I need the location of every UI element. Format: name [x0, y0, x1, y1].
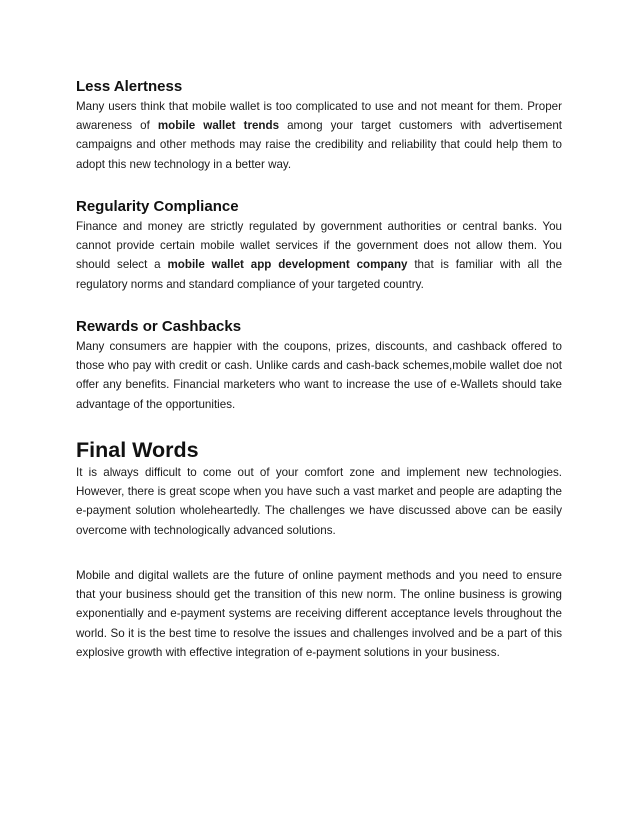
section-heading-regularity-compliance: Regularity Compliance — [76, 198, 239, 215]
section-heading-rewards-cashbacks: Rewards or Cashbacks — [76, 318, 242, 335]
paragraph-text: Many users think that mobile wallet is too complicated to use and not meant for them. Proper awareness of — [76, 100, 562, 133]
paragraph-text: among your target customers with advertisement campaigns and other methods may raise the credibility and reliability that could help them to adopt this new technology in a better way. — [76, 119, 562, 171]
bold-link-text: mobile wallet trends — [157, 119, 280, 133]
section-paragraph-final-words-2: Mobile and digital wallets are the future of online payment methods and you need to ensure that your business should get the transition of this new norm. The online business is growing exponentially and e-payment systems are receiving different acceptance levels throughout the world. So it is the best time to resolve the issues and challenges involved and be a part of this explosive growth with effective integration of e-payment solutions in your business. — [76, 569, 562, 659]
paragraph-text: that is familiar with all the regulatory norms and standard compliance of your targeted country. — [76, 258, 563, 291]
section-heading-less-alertness: Less Alertness — [76, 78, 183, 95]
paragraph-text: Finance and money are strictly regulated by government authorities or central banks. You cannot provide certain mobile wallet services if the government does not allow them. You should select a — [76, 220, 562, 272]
section-heading-final-words: Final Words — [76, 438, 199, 462]
bold-link-text: mobile wallet app development company — [167, 258, 408, 272]
section-paragraph-regularity-compliance — [76, 217, 562, 294]
section-paragraph-final-words-1: It is always difficult to come out of your comfort zone and implement new technologies. However, there is great scope when you have such a vast market and people are adapting the e-payment solution wholeheartedly. The challenges we have discussed above can be easily overcome with technologically advanced solutions. — [76, 466, 562, 537]
section-paragraph-rewards-cashbacks: Many consumers are happier with the coupons, prizes, discounts, and cashback offered to those who pay with credit or cash. Unlike cards and cash-back schemes,mobile wallet doe not offer any benefits. Financial marketers who want to increase the use of e-Wallets should take advantage of the opportunities. — [76, 340, 562, 411]
section-paragraph-less-alertness — [76, 97, 562, 174]
